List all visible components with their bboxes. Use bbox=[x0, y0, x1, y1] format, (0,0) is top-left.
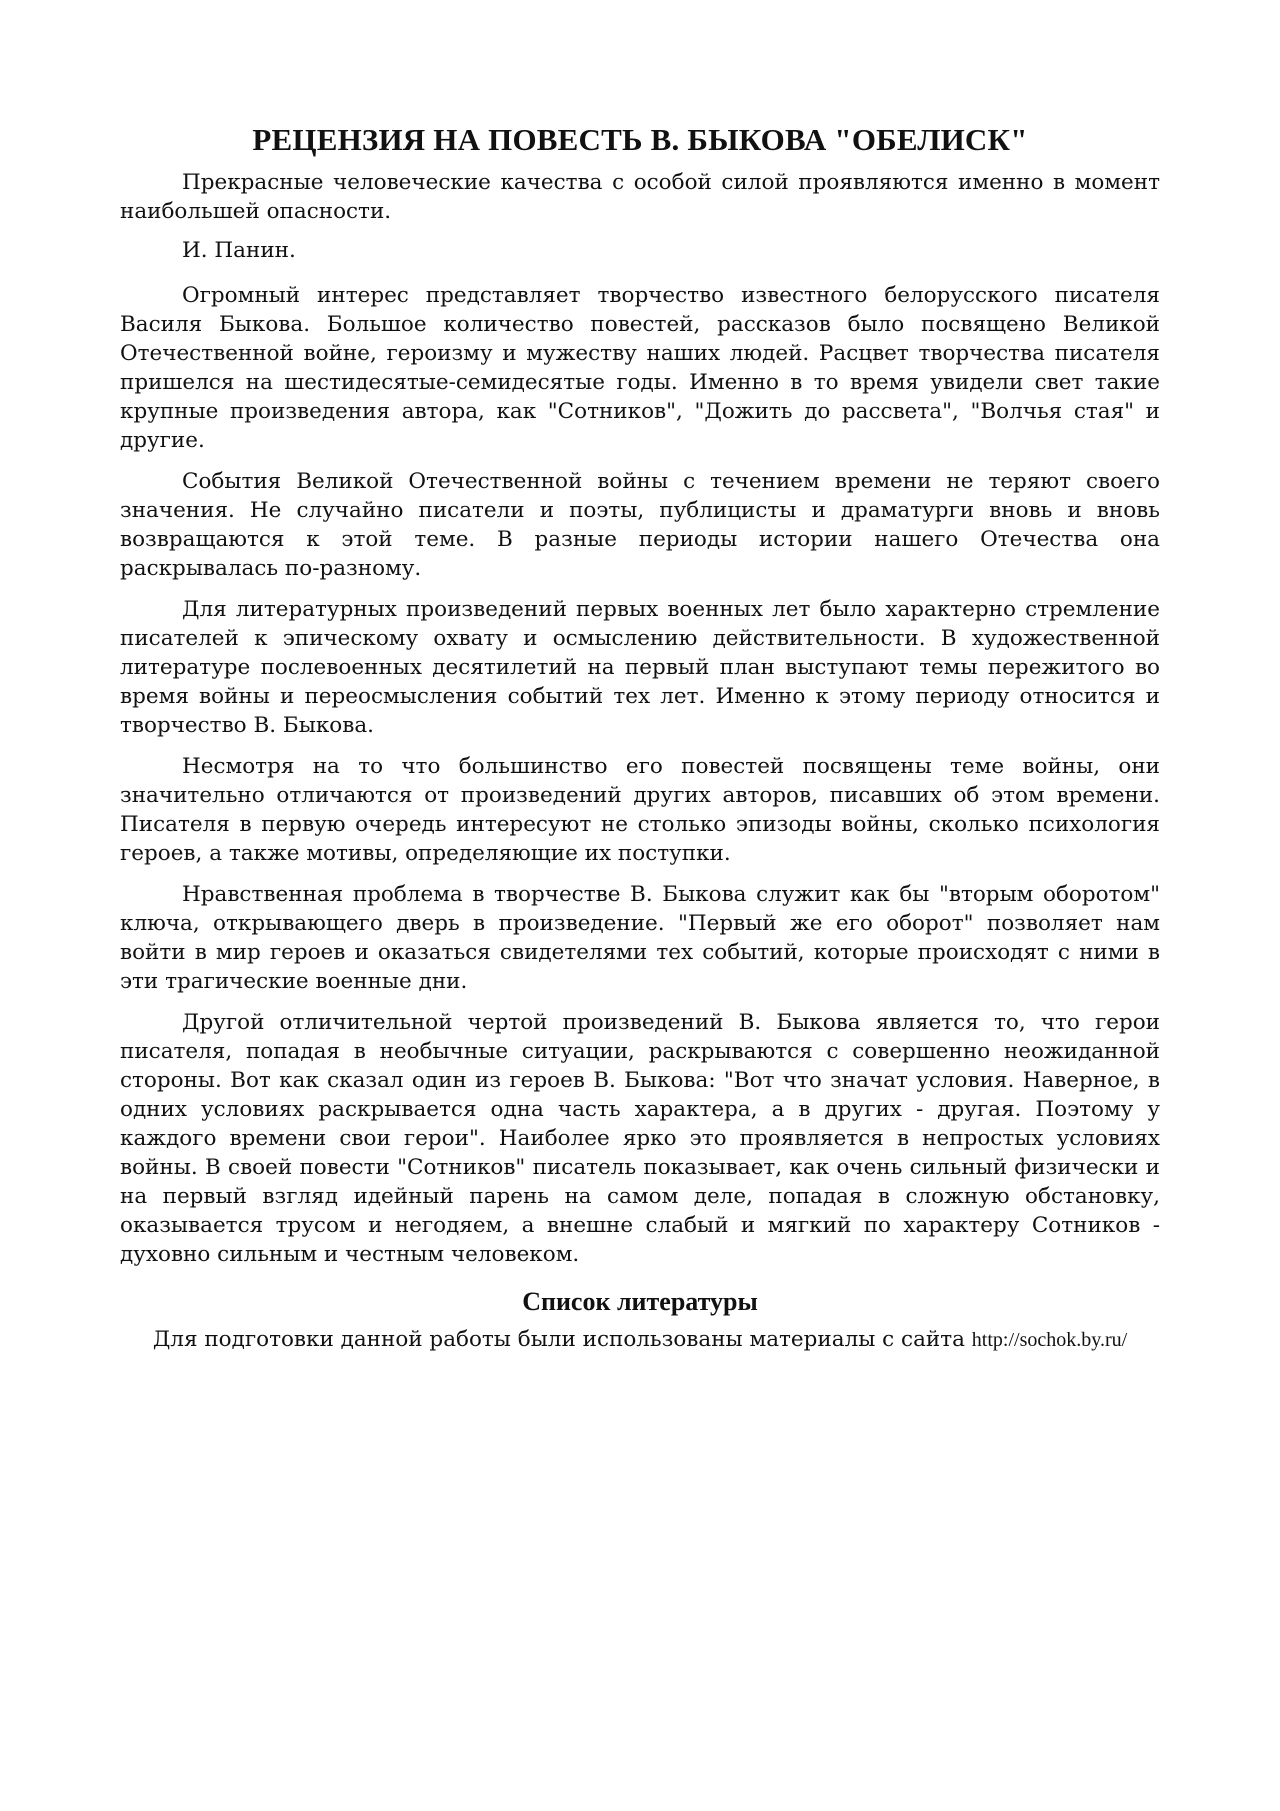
body-paragraph: Для литературных произведений первых военных лет было характерно стремление писателей к эпическому охвату и осмыслению действительности. В художественной литературе послевоенных десятилетий на первый план выступают темы пережитого во время войны и переосмысления событий тех лет. Именно к этому периоду относится и творчество В. Быкова. bbox=[120, 597, 1160, 738]
references-heading: Список литературы bbox=[522, 1287, 758, 1316]
epigraph-author: И. Панин. bbox=[182, 238, 296, 263]
body-paragraph: Несмотря на то что большинство его повестей посвящены теме войны, они значительно отличаются от произведений других авторов, писавших об этом времени. Писателя в первую очередь интересуют не столько эпизоды войны, сколько психология героев, а также мотивы, определяющие их поступки. bbox=[120, 754, 1160, 866]
body-paragraph: События Великой Отечественной войны с течением времени не теряют своего значения. Не случайно писатели и поэты, публицисты и драматурги вновь и вновь возвращаются к этой теме. В разные периоды истории нашего Отечества она раскрывалась по-разному. bbox=[120, 469, 1160, 581]
document-page bbox=[120, 120, 1160, 1355]
references-link[interactable]: http://sochok.by.ru/ bbox=[971, 1329, 1128, 1351]
body-paragraph: Огромный интерес представляет творчество известного белорусского писателя Василя Быкова. Большое количество повестей, рассказов было посвящено Великой Отечественной войне, героизму и мужеству наших людей. Расцвет творчества писателя пришелся на шестидесятые-семидесятые годы. Именно в то время увидели свет такие крупные произведения автора, как "Сотников", "Дожить до рассвета", "Волчья стая" и другие. bbox=[120, 283, 1160, 453]
body-paragraph: Другой отличительной чертой произведений В. Быкова является то, что герои писателя, попадая в необычные ситуации, раскрываются с совершенно неожиданной стороны. Вот как сказал один из героев В. Быкова: "Вот что значат условия. Наверное, в одних условиях раскрывается одна часть характера, а в других - другая. Поэтому у каждого времени свои герои". Наиболее ярко это проявляется в непростых условиях войны. В своей повести "Сотников" писатель показывает, как очень сильный физически и на первый взгляд идейный парень на самом деле, попадая в сложную обстановку, оказывается трусом и негодяем, а внешне слабый и мягкий по характеру Сотников - духовно сильным и честным человеком. bbox=[120, 1010, 1160, 1267]
document-title: РЕЦЕНЗИЯ НА ПОВЕСТЬ В. БЫКОВА "ОБЕЛИСК" bbox=[252, 122, 1028, 157]
body-paragraph: Нравственная проблема в творчестве В. Быкова служит как бы "вторым оборотом" ключа, открывающего дверь в произведение. "Первый же его оборот" позволяет нам войти в мир героев и оказаться свидетелями тех событий, которые происходят с ними в эти трагические военные дни. bbox=[120, 882, 1160, 994]
epigraph: Прекрасные человеческие качества с особой силой проявляются именно в момент наибольшей опасности. bbox=[120, 170, 1160, 224]
references-text: Для подготовки данной работы были использованы материалы с сайта bbox=[152, 1327, 965, 1352]
references-line bbox=[120, 1325, 1160, 1355]
